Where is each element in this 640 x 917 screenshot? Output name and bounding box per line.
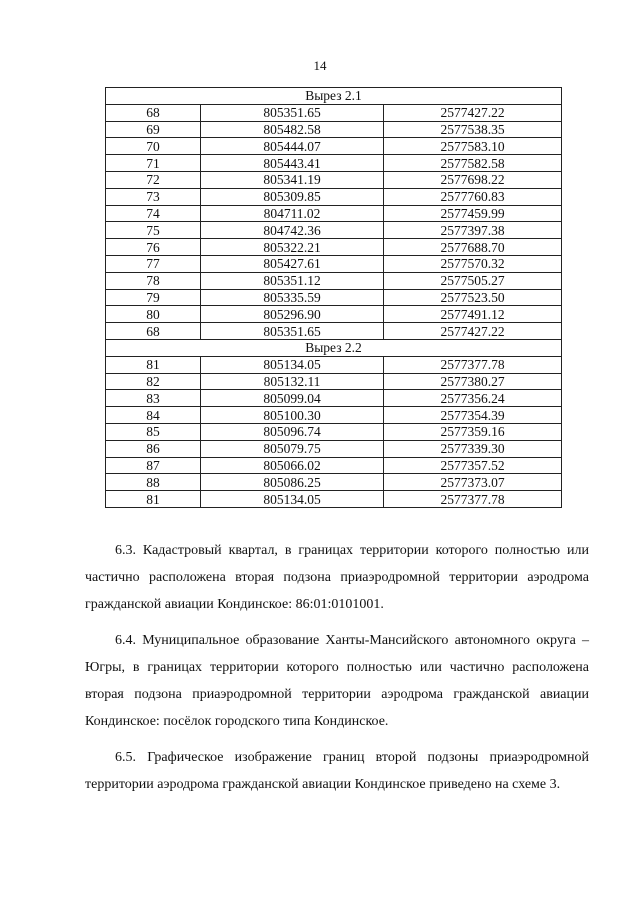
table-row: [106, 239, 562, 256]
x-coordinate-cell: 805482.58: [201, 121, 384, 138]
y-coordinate-cell: 2577583.10: [384, 138, 562, 155]
section-header-row: [106, 339, 562, 356]
table-row: [106, 440, 562, 457]
x-coordinate-cell: 805079.75: [201, 440, 384, 457]
y-coordinate-cell: 2577354.39: [384, 407, 562, 424]
point-number-cell: 86: [106, 440, 201, 457]
table-row: [106, 255, 562, 272]
table-row: [106, 390, 562, 407]
table-row: [106, 155, 562, 172]
x-coordinate-cell: 805322.21: [201, 239, 384, 256]
x-coordinate-cell: 805099.04: [201, 390, 384, 407]
table-row: [106, 457, 562, 474]
y-coordinate-cell: 2577582.58: [384, 155, 562, 172]
table-row: [106, 491, 562, 508]
point-number-cell: 78: [106, 272, 201, 289]
y-coordinate-cell: 2577373.07: [384, 474, 562, 491]
x-coordinate-cell: 805096.74: [201, 423, 384, 440]
point-number-cell: 73: [106, 188, 201, 205]
table-row: [106, 323, 562, 340]
point-number-cell: 77: [106, 255, 201, 272]
table-row: [106, 423, 562, 440]
x-coordinate-cell: 805100.30: [201, 407, 384, 424]
point-number-cell: 76: [106, 239, 201, 256]
table-row: [106, 171, 562, 188]
point-number-cell: 79: [106, 289, 201, 306]
paragraph-6-4: 6.4. Муниципальное образование Ханты-Мансийского автономного округа – Югры, в границах территории которого полностью или частично расположена вторая подзона приаэродромной территории аэродрома гражданской авиации Кондинское: посёлок городского типа Кондинское.: [85, 633, 589, 729]
x-coordinate-cell: 805351.65: [201, 104, 384, 121]
point-number-cell: 87: [106, 457, 201, 474]
point-number-cell: 71: [106, 155, 201, 172]
y-coordinate-cell: 2577523.50: [384, 289, 562, 306]
point-number-cell: 88: [106, 474, 201, 491]
table-row: [106, 407, 562, 424]
y-coordinate-cell: 2577538.35: [384, 121, 562, 138]
y-coordinate-cell: 2577377.78: [384, 356, 562, 373]
x-coordinate-cell: 805132.11: [201, 373, 384, 390]
y-coordinate-cell: 2577698.22: [384, 171, 562, 188]
page-number: 14: [313, 58, 327, 73]
table-row: [106, 222, 562, 239]
table-row: [106, 138, 562, 155]
point-number-cell: 83: [106, 390, 201, 407]
table-row: [106, 289, 562, 306]
point-number-cell: 81: [106, 491, 201, 508]
point-number-cell: 74: [106, 205, 201, 222]
point-number-cell: 80: [106, 306, 201, 323]
paragraph-6-5: 6.5. Графическое изображение границ второй подзоны приаэродромной территории аэродрома гражданской авиации Кондинское приведено на схеме 3.: [85, 750, 589, 792]
coordinates-table: [105, 87, 562, 508]
point-number-cell: 81: [106, 356, 201, 373]
y-coordinate-cell: 2577357.52: [384, 457, 562, 474]
x-coordinate-cell: 804711.02: [201, 205, 384, 222]
point-number-cell: 68: [106, 323, 201, 340]
table-row: [106, 356, 562, 373]
point-number-cell: 75: [106, 222, 201, 239]
point-number-cell: 85: [106, 423, 201, 440]
table-row: [106, 373, 562, 390]
x-coordinate-cell: 805444.07: [201, 138, 384, 155]
table-row: [106, 205, 562, 222]
table-row: [106, 306, 562, 323]
table-row: [106, 121, 562, 138]
y-coordinate-cell: 2577339.30: [384, 440, 562, 457]
x-coordinate-cell: 805296.90: [201, 306, 384, 323]
x-coordinate-cell: 805066.02: [201, 457, 384, 474]
y-coordinate-cell: 2577427.22: [384, 323, 562, 340]
x-coordinate-cell: 805351.12: [201, 272, 384, 289]
x-coordinate-cell: 805427.61: [201, 255, 384, 272]
point-number-cell: 68: [106, 104, 201, 121]
y-coordinate-cell: 2577570.32: [384, 255, 562, 272]
x-coordinate-cell: 805309.85: [201, 188, 384, 205]
y-coordinate-cell: 2577459.99: [384, 205, 562, 222]
y-coordinate-cell: 2577491.12: [384, 306, 562, 323]
point-number-cell: 72: [106, 171, 201, 188]
x-coordinate-cell: 805351.65: [201, 323, 384, 340]
x-coordinate-cell: 805086.25: [201, 474, 384, 491]
y-coordinate-cell: 2577397.38: [384, 222, 562, 239]
x-coordinate-cell: 805341.19: [201, 171, 384, 188]
table-row: [106, 188, 562, 205]
paragraph-6-3: 6.3. Кадастровый квартал, в границах территории которого полностью или частично расположена вторая подзона приаэродромной территории аэродрома гражданской авиации Кондинское: 86:01:0101001.: [85, 543, 589, 612]
x-coordinate-cell: 805134.05: [201, 491, 384, 508]
y-coordinate-cell: 2577427.22: [384, 104, 562, 121]
body-text: [85, 537, 589, 807]
y-coordinate-cell: 2577688.70: [384, 239, 562, 256]
x-coordinate-cell: 805335.59: [201, 289, 384, 306]
point-number-cell: 69: [106, 121, 201, 138]
point-number-cell: 84: [106, 407, 201, 424]
section-title: Вырез 2.1: [106, 88, 562, 105]
y-coordinate-cell: 2577760.83: [384, 188, 562, 205]
x-coordinate-cell: 804742.36: [201, 222, 384, 239]
coordinates-table-body: [106, 88, 562, 508]
section-title: Вырез 2.2: [106, 339, 562, 356]
x-coordinate-cell: 805443.41: [201, 155, 384, 172]
section-header-row: [106, 88, 562, 105]
point-number-cell: 70: [106, 138, 201, 155]
x-coordinate-cell: 805134.05: [201, 356, 384, 373]
point-number-cell: 82: [106, 373, 201, 390]
y-coordinate-cell: 2577380.27: [384, 373, 562, 390]
table-row: [106, 474, 562, 491]
table-row: [106, 104, 562, 121]
y-coordinate-cell: 2577359.16: [384, 423, 562, 440]
table-row: [106, 272, 562, 289]
y-coordinate-cell: 2577505.27: [384, 272, 562, 289]
y-coordinate-cell: 2577356.24: [384, 390, 562, 407]
y-coordinate-cell: 2577377.78: [384, 491, 562, 508]
